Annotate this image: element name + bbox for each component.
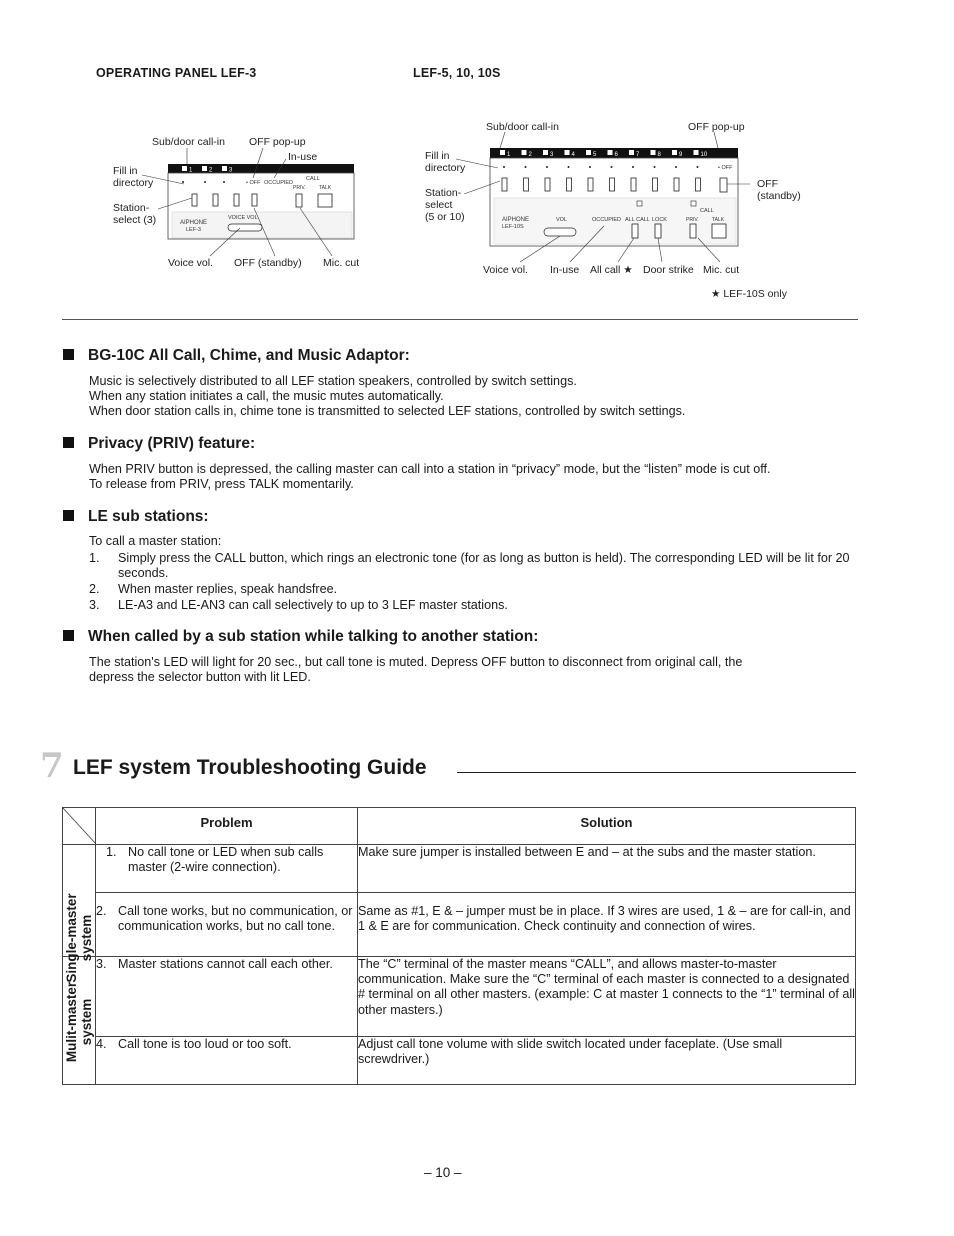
led-indicator — [611, 166, 613, 168]
bullet-square-icon — [63, 349, 74, 360]
lef10-talk-text: TALK — [712, 217, 725, 223]
lef3-label-off-standby: OFF (standby) — [234, 257, 302, 269]
station-button — [674, 178, 679, 191]
strip-number: 7 — [636, 152, 640, 158]
strip-number: 5 — [593, 152, 597, 158]
strip-marker-icon — [608, 150, 613, 155]
lef10-vol-text: VOL — [556, 217, 568, 223]
problem-cell: 4. Call tone is too loud or too soft. — [96, 1037, 358, 1085]
strip-number: 9 — [679, 152, 683, 158]
station-button — [502, 178, 507, 191]
led-indicator — [654, 166, 656, 168]
lef3-label-off-popup: OFF pop-up — [249, 136, 306, 148]
lef10-label-door-strike: Door strike — [643, 264, 694, 276]
lef3-label-select: select (3) — [113, 214, 157, 226]
troubleshooting-table — [62, 807, 856, 1085]
lef10-volume-slider — [544, 228, 576, 236]
list-item: 1. Simply press the CALL button, which rings an electronic tone (for as long as button is held). The corresponding LED will be lit for 20 seconds. — [89, 551, 850, 580]
lef10-label-station: Station- — [425, 187, 462, 199]
strip-marker-icon — [565, 150, 570, 155]
led-indicator — [675, 166, 677, 168]
lef3-label-directory: directory — [113, 177, 154, 189]
station-button — [545, 178, 550, 191]
lef3-label-mic-cut: Mic. cut — [323, 257, 360, 269]
bullet-square-icon — [63, 510, 74, 521]
chapter-title-rule — [457, 772, 856, 773]
strip-marker-icon — [222, 166, 227, 171]
section-title-le-sub: LE sub stations: — [63, 508, 209, 526]
section-body-called-by-sub: The station's LED will light for 20 sec., but call tone is muted. Depress OFF button to disconnect from original call, the depress the selector button with lit LED. — [89, 655, 743, 685]
lef3-off-button — [252, 194, 257, 206]
lef3-priv-button — [296, 194, 302, 207]
lef10-off-button — [720, 178, 727, 192]
lef10-allcall-button — [632, 224, 638, 238]
lef10-label-directory: directory — [425, 162, 466, 174]
lef3-talk-text: TALK — [319, 185, 332, 191]
station-button — [696, 178, 701, 191]
station-button — [567, 178, 572, 191]
lef3-station-button-2 — [213, 194, 218, 206]
left-panel-heading: OPERATING PANEL LEF-3 — [96, 66, 257, 80]
strip-number: 3 — [229, 167, 233, 174]
section-intro-le-sub: To call a master station: — [89, 534, 222, 548]
section-title-bg10c: BG-10C All Call, Chime, and Music Adaptor: — [63, 347, 410, 365]
station-button — [588, 178, 593, 191]
lef3-call-text: CALL — [306, 176, 320, 182]
station-button — [631, 178, 636, 191]
strip-number: 4 — [571, 152, 575, 158]
lef3-label-in-use: In-use — [288, 151, 318, 163]
problem-cell: 2. Call tone works, but no communication, or communication works, but no call tone. — [96, 893, 358, 957]
lef10-label-sub-door: Sub/door call-in — [486, 121, 559, 133]
lef10-label-select: select — [425, 199, 453, 211]
lef10-label-voice-vol: Voice vol. — [483, 264, 528, 276]
section-body-privacy: When PRIV button is depressed, the calling master can call into a station in “privacy” mode, but the “listen” mode is cut off. To release from PRIV, press TALK momentarily. — [89, 462, 771, 492]
lef3-priv-text: PRIV. — [293, 185, 306, 191]
right-panel-heading: LEF-5, 10, 10S — [413, 66, 501, 80]
lef10-label-in-use: In-use — [550, 264, 580, 276]
lef10-label-standby: (standby) — [757, 190, 801, 202]
lef10-label-fill-in: Fill in — [425, 150, 450, 162]
group-label-single-master: Single-master system — [63, 845, 96, 957]
lef3-talk-button — [318, 194, 332, 207]
strip-marker-icon — [182, 166, 187, 171]
strip-marker-icon — [694, 150, 699, 155]
lef10-label-mic-cut: Mic. cut — [703, 264, 740, 276]
led-indicator — [546, 166, 548, 168]
lef10-model-text: LEF-10S — [502, 224, 524, 230]
solution-cell: Adjust call tone volume with slide switch located under faceplate. (Use small screwdriver.) — [358, 1037, 856, 1085]
lef3-station-button-1 — [192, 194, 197, 206]
led-indicator — [632, 166, 634, 168]
lef10-occupied-text: OCCUPIED — [592, 217, 622, 223]
led-indicator — [568, 166, 570, 168]
list-item: 2. When master replies, speak handsfree. — [89, 582, 338, 596]
led-indicator — [525, 166, 527, 168]
lef10-lock-text: LOCK — [652, 217, 667, 223]
table-corner-cell — [63, 808, 96, 845]
strip-marker-icon — [586, 150, 591, 155]
section-title-privacy: Privacy (PRIV) feature: — [63, 435, 255, 453]
lef3-label-voice-vol: Voice vol. — [168, 257, 213, 269]
strip-marker-icon — [500, 150, 505, 155]
strip-marker-icon — [651, 150, 656, 155]
led-indicator — [697, 166, 699, 168]
section-divider — [62, 319, 858, 320]
lef3-voicevol-text: VOICE VOL — [228, 215, 258, 221]
lef10-talk-button — [712, 224, 726, 238]
lef3-brand-text: AIPHONE — [180, 220, 208, 226]
lef10-allcall-text: ALL CALL — [625, 217, 650, 223]
lef3-label-sub-door: Sub/door call-in — [152, 136, 225, 148]
lef10-label-off-popup: OFF pop-up — [688, 121, 745, 133]
lef3-off-text: • OFF — [246, 180, 261, 186]
table-row — [63, 957, 856, 1037]
lef10-priv-text: PRIV. — [686, 217, 699, 223]
lef3-volume-slider — [228, 224, 262, 231]
section-body-bg10c: Music is selectively distributed to all LEF station speakers, controlled by switch settings. When any station initiates a call, the music mutes automatically. When door station calls in, chime tone is transmitted to selected LEF stations, controlled by switch settings. — [89, 374, 686, 419]
lef10-panel-diagram — [420, 118, 750, 268]
list-item: 3. LE-A3 and LE-AN3 can call selectively to up to 3 LEF master stations. — [89, 598, 508, 612]
strip-number: 10 — [700, 152, 708, 158]
table-header-problem: Problem — [96, 808, 358, 845]
solution-cell: Same as #1, E & – jumper must be in place. If 3 wires are used, 1 & – are for call-in, and 1 & E are for communication. Check continuity and connection of wires. — [358, 893, 856, 957]
lef10-footnote: ★ LEF-10S only — [711, 288, 787, 300]
lef10-lock-button — [655, 224, 661, 238]
strip-number: 2 — [528, 152, 532, 158]
strip-marker-icon — [629, 150, 634, 155]
lef3-model-text: LEF-3 — [186, 227, 201, 233]
station-button — [653, 178, 658, 191]
section-title-called-by-sub: When called by a sub station while talking to another station: — [63, 628, 538, 646]
chapter-number: 7 — [40, 746, 64, 786]
chapter-title: LEF system Troubleshooting Guide — [73, 756, 427, 779]
solution-cell: Make sure jumper is installed between E and – at the subs and the master station. — [358, 845, 856, 893]
table-row — [63, 845, 856, 893]
page-number: – 10 – — [424, 1165, 462, 1180]
strip-marker-icon — [202, 166, 207, 171]
lef3-occupied-text: OCCUPIED — [264, 180, 294, 186]
lef3-station-button-3 — [234, 194, 239, 206]
table-row — [63, 1037, 856, 1085]
lef10-label-off: OFF — [757, 178, 778, 190]
station-button — [610, 178, 615, 191]
led-indicator — [503, 166, 505, 168]
problem-cell: 3. Master stations cannot call each other. — [96, 957, 358, 1037]
group-label-multi-master: Mulit-master system — [63, 957, 96, 1085]
lef10-label-5-or-10: (5 or 10) — [425, 211, 465, 223]
strip-number: 1 — [189, 167, 193, 174]
strip-marker-icon — [672, 150, 677, 155]
strip-number: 8 — [657, 152, 661, 158]
lef3-label-station: Station- — [113, 202, 150, 214]
strip-number: 3 — [550, 152, 554, 158]
table-header-solution: Solution — [358, 808, 856, 845]
strip-marker-icon — [522, 150, 527, 155]
station-button — [524, 178, 529, 191]
solution-cell: The “C” terminal of the master means “CALL”, and allows master-to-master communication. Make sure the “C” terminal of each master is connected to a designated # terminal on all other masters. (example: C at master 1 connects to the “1” terminal of all other masters.) — [358, 957, 856, 1037]
lef10-off-text: • OFF — [718, 165, 733, 171]
lef10-call-text: CALL — [700, 208, 714, 214]
strip-number: 2 — [209, 167, 213, 174]
table-row — [63, 893, 856, 957]
lef10-label-all-call: All call ★ — [590, 264, 633, 276]
strip-number: 6 — [614, 152, 618, 158]
bullet-square-icon — [63, 437, 74, 448]
led-indicator — [589, 166, 591, 168]
problem-cell: 1. No call tone or LED when sub calls master (2-wire connection). — [96, 845, 358, 893]
lef3-directory-strip — [168, 164, 354, 173]
strip-marker-icon — [543, 150, 548, 155]
lef3-label-fill-in: Fill in — [113, 165, 138, 177]
lef10-priv-button — [690, 224, 696, 238]
bullet-square-icon — [63, 630, 74, 641]
lef10-brand-text: AIPHONE — [502, 217, 530, 223]
strip-number: 1 — [507, 152, 511, 158]
